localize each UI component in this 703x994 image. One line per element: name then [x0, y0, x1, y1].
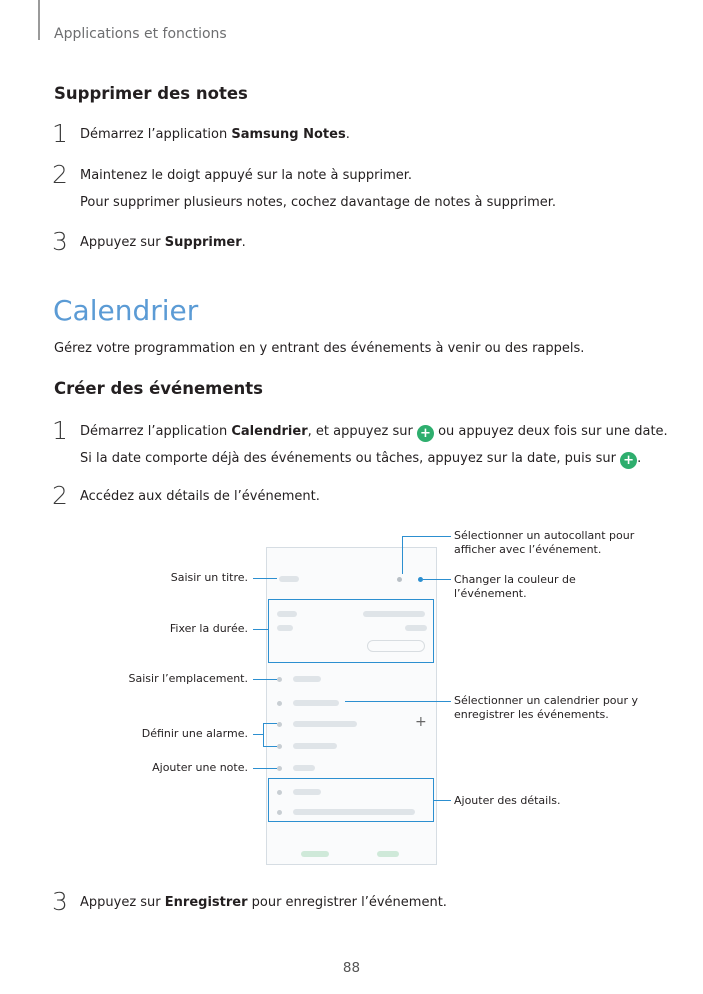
duration-highlight: [268, 599, 434, 663]
step-text: Appuyez sur Supprimer.: [80, 235, 246, 250]
header-divider: [38, 0, 40, 40]
callout-duration: Fixer la durée.: [169, 622, 248, 635]
step-number: 3: [52, 227, 68, 256]
callout-calendar: Sélectionner un calendrier pour y enregistrer les événements.: [454, 694, 639, 721]
details-highlight: [268, 778, 434, 822]
callout-sticker: Sélectionner un autocollant pour afficher avec l’événement.: [454, 529, 635, 556]
page-title: Calendrier: [53, 294, 199, 327]
step-number: 1: [52, 119, 68, 148]
callout-alarm: Définir une alarme.: [141, 727, 248, 740]
step-subtext: Si la date comporte déjà des événements ou tâches, appuyez sur la date, puis sur + .: [80, 451, 642, 468]
add-icon: +: [417, 425, 434, 442]
step-number: 2: [52, 481, 68, 510]
intro-text: Gérez votre programmation en y entrant des événements à venir ou des rappels.: [54, 341, 585, 356]
add-alarm-icon: +: [415, 714, 427, 730]
cancel-button: [301, 851, 329, 857]
location-icon: [277, 677, 282, 682]
section-title-delete-notes: Supprimer des notes: [54, 84, 248, 103]
step-number: 1: [52, 416, 68, 445]
step-text: Démarrez l’application Samsung Notes.: [80, 127, 350, 142]
step-text: Accédez aux détails de l’événement.: [80, 489, 320, 504]
add-icon: +: [620, 452, 637, 469]
running-header: Applications et fonctions: [54, 26, 227, 42]
step-number: 2: [52, 160, 68, 189]
section-title-create-events: Créer des événements: [54, 379, 263, 398]
callout-title: Saisir un titre.: [170, 571, 248, 584]
sticker-icon: [397, 577, 402, 582]
step-text: Appuyez sur Enregistrer pour enregistrer l’événement.: [80, 895, 447, 910]
title-field: [279, 576, 299, 582]
alarm-icon: [277, 744, 282, 749]
note-icon: [277, 766, 282, 771]
callout-color: Changer la couleur de l’événement.: [454, 573, 576, 600]
step-number: 3: [52, 887, 68, 916]
step-text: Démarrez l’application Calendrier, et appuyez sur + ou appuyez deux fois sur une date.: [80, 424, 668, 441]
callout-details: Ajouter des détails.: [454, 794, 561, 807]
save-button: [377, 851, 399, 857]
step-text: Maintenez le doigt appuyé sur la note à supprimer.: [80, 168, 413, 183]
page-number: 88: [342, 960, 361, 976]
alarm-icon: [277, 722, 282, 727]
step-subtext: Pour supprimer plusieurs notes, cochez davantage de notes à supprimer.: [80, 195, 557, 210]
calendar-icon: [277, 701, 282, 706]
callout-location: Saisir l’emplacement.: [128, 672, 248, 685]
callout-note: Ajouter une note.: [152, 761, 248, 774]
